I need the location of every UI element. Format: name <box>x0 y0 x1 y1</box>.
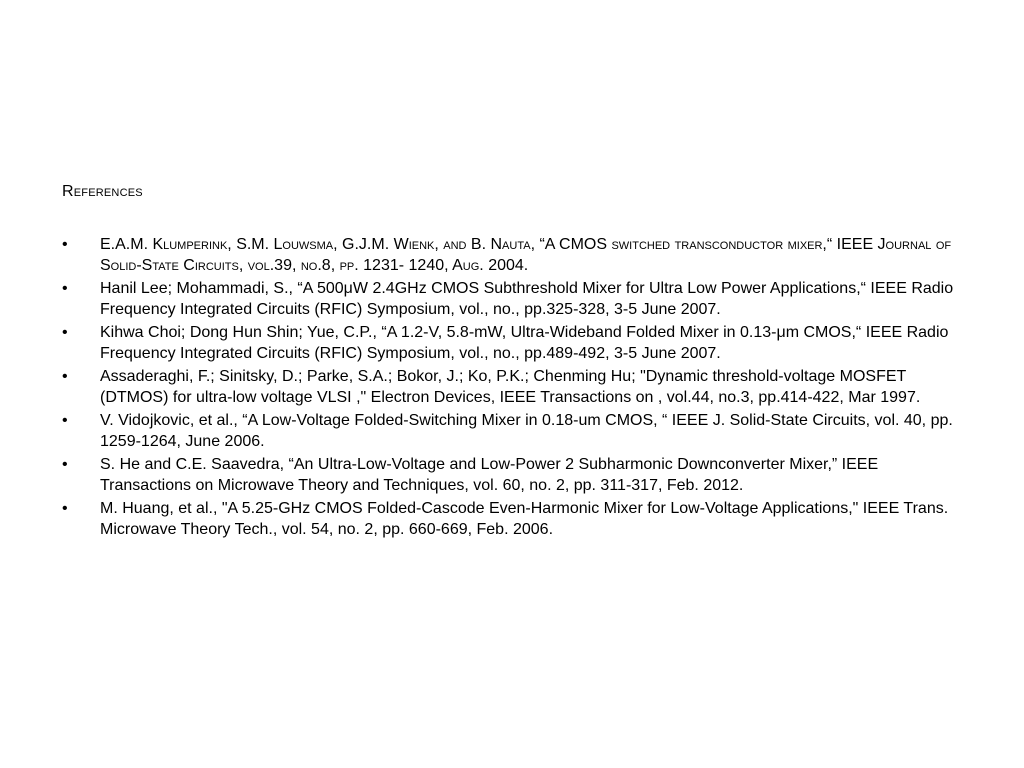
reference-list <box>62 235 967 543</box>
reference-text: E.A.M. Klumperink, S.M. Louwsma, G.J.M. Wienk, and B. Nauta, “A CMOS switched transconductor mixer,“ IEEE Journal of Solid-State Circuits, vol.39, no.8, pp. 1231- 1240, Aug. 2004. <box>100 236 952 274</box>
bullet-icon: • <box>62 280 68 297</box>
bullet-icon: • <box>62 368 68 385</box>
page-title: References <box>62 183 143 200</box>
list-item <box>62 499 967 540</box>
bullet-icon: • <box>62 236 68 253</box>
list-item <box>62 367 967 408</box>
reference-text: S. He and C.E. Saavedra, “An Ultra-Low-Voltage and Low-Power 2 Subharmonic Downconverter Mixer,” IEEE Transactions on Microwave Theory and Techniques, vol. 60, no. 2, pp. 311-317, Feb. 2012. <box>100 456 879 494</box>
bullet-icon: • <box>62 412 68 429</box>
reference-text: V. Vidojkovic, et al., “A Low-Voltage Folded-Switching Mixer in 0.18-um CMOS, “ IEEE J. Solid-State Circuits, vol. 40, pp. 1259-1264, June 2006. <box>100 412 953 450</box>
list-item <box>62 411 967 452</box>
bullet-icon: • <box>62 500 68 517</box>
list-item <box>62 279 967 320</box>
list-item <box>62 455 967 496</box>
reference-text: Hanil Lee; Mohammadi, S., “A 500μW 2.4GHz CMOS Subthreshold Mixer for Ultra Low Power Applications,“ IEEE Radio Frequency Integrated Circuits (RFIC) Symposium, vol., no., pp.325-328, 3-5 June 2007. <box>100 280 954 318</box>
list-item <box>62 235 967 276</box>
reference-text: Assaderaghi, F.; Sinitsky, D.; Parke, S.A.; Bokor, J.; Ko, P.K.; Chenming Hu; "Dynamic threshold-voltage MOSFET (DTMOS) for ultra-low voltage VLSI ," Electron Devices, IEEE Transactions on , vol.44, no.3, pp.414-422, Mar 1997. <box>100 368 921 406</box>
list-item <box>62 323 967 364</box>
bullet-icon: • <box>62 324 68 341</box>
reference-text: M. Huang, et al., "A 5.25-GHz CMOS Folded-Cascode Even-Harmonic Mixer for Low-Voltage Applications," IEEE Trans. Microwave Theory Tech., vol. 54, no. 2, pp. 660-669, Feb. 2006. <box>100 500 949 538</box>
bullet-icon: • <box>62 456 68 473</box>
reference-text: Kihwa Choi; Dong Hun Shin; Yue, C.P., “A 1.2-V, 5.8-mW, Ultra-Wideband Folded Mixer in 0.13-μm CMOS,“ IEEE Radio Frequency Integrated Circuits (RFIC) Symposium, vol., no., pp.489-492, 3-5 June 2007. <box>100 324 949 362</box>
